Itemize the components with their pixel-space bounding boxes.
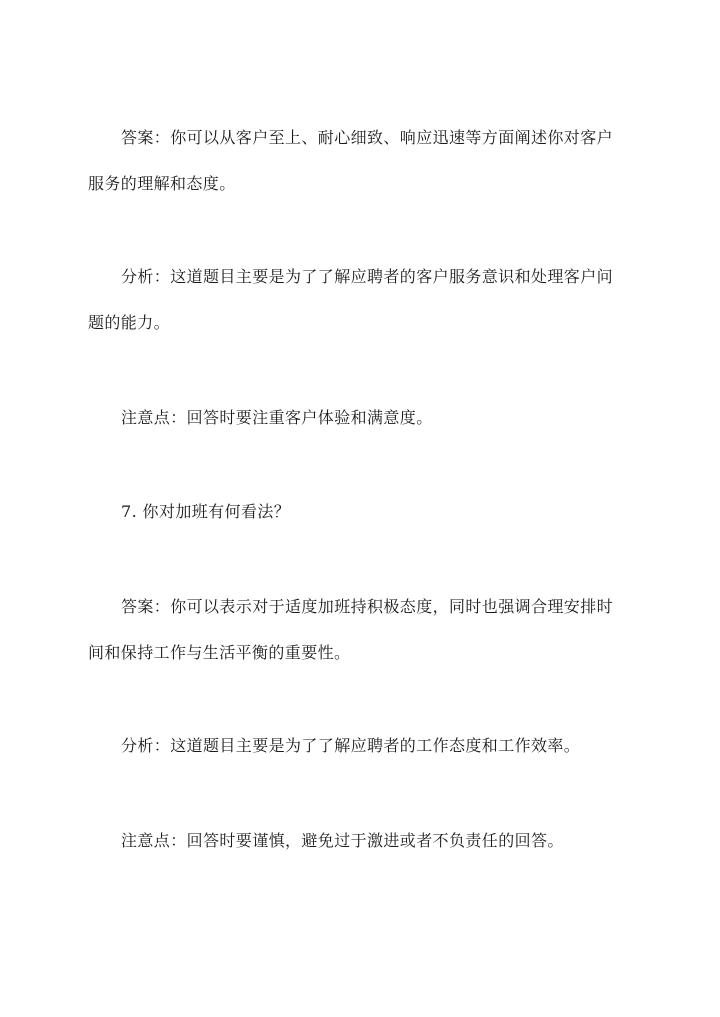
paragraph-line: 注意点：回答时要谨慎，避免过于激进或者不负责任的回答。 [121,831,564,850]
analysis-paragraph [88,723,636,769]
paragraph-line: 注意点：回答时要注重客户体验和满意度。 [121,408,433,427]
paragraph-line: 间和保持工作与生活平衡的重要性。 [88,643,351,662]
paragraph-line: 服务的理解和态度。 [88,174,236,193]
note-paragraph [88,818,636,864]
note-paragraph [88,395,636,441]
paragraph-line: 答案：你可以表示对于适度加班持积极态度，同时也强调合理安排时 [121,597,614,616]
paragraph-line: 分析：这道题目主要是为了了解应聘者的工作态度和工作效率。 [121,736,581,755]
paragraph-line: 7. 你对加班有何看法？ [121,502,291,521]
answer-paragraph [88,115,636,207]
paragraph-line: 分析：这道题目主要是为了了解应聘者的客户服务意识和处理客户问 [121,267,614,286]
answer-paragraph [88,584,636,676]
analysis-paragraph [88,254,636,346]
paragraph-line: 答案：你可以从客户至上、耐心细致、响应迅速等方面阐述你对客户 [121,128,614,147]
paragraph-line: 题的能力。 [88,313,171,332]
question-heading [88,489,636,535]
